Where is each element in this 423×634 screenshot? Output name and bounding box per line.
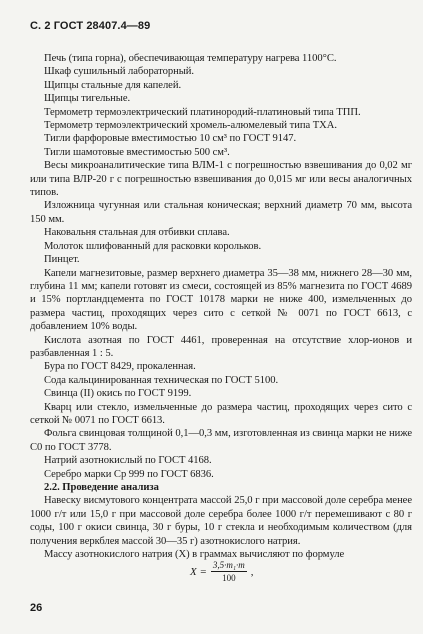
page-number: 26 [30,602,43,614]
paragraph: Тигли шамотовые вместимостью 500 см³. [44,146,230,158]
paragraph: Сода кальцинированная техническая по ГОСТ 5100. [44,374,279,386]
page-header: С. 2 ГОСТ 28407.4—89 [30,20,151,32]
formula [190,560,254,583]
body-text [30,52,412,561]
paragraph: Массу азотнокислого натрия (X) в граммах вычисляют по формуле [44,549,345,561]
paragraph: Печь (типа горна), обеспечивающая температуру нагрева 1100°С. [44,53,337,64]
paragraph: Пинцет. [44,254,80,266]
paragraph: Серебро марки Ср 999 по ГОСТ 6836. [44,468,214,480]
paragraph: Навеску висмутового концентрата массой 25,0 г при массовой доле серебра менее 1000 г/т или 15,0 г при массовой доле серебра более 1000 г/т перемешивают с 80 г соды, 100 г окиси свинца, 30 г буры, 10 г стекла и необходимым количеством (для получения веркблея массой 30—35 г) азотнокислого натрия. [30,495,412,547]
paragraph: Фольга свинцовая толщиной 0,1—0,3 мм, изготовленная из свинца марки не ниже С0 по ГОСТ 3778. [30,428,412,453]
formula-fraction [211,560,247,583]
paragraph: Кислота азотная по ГОСТ 4461, проверенная на отсутствие хлор-ионов и разбавленная 1 : 5. [30,334,412,359]
paragraph: Щипцы стальные для капелей. [44,79,182,91]
paragraph: Изложница чугунная или стальная коническая; верхний диаметр 70 мм, высота 150 мм. [30,200,412,225]
paragraph: Тигли фарфоровые вместимостью 10 см³ по ГОСТ 9147. [44,133,297,145]
formula-denominator: 100 [222,573,236,583]
paragraph: Бура по ГОСТ 8429, прокаленная. [44,361,196,373]
formula-numerator: 3,5·m₁·m [212,560,245,570]
paragraph: Шкаф сушильный лабораторный. [44,66,194,78]
paragraph: Кварц или стекло, измельченные до размера частиц, проходящих через сито с сеткой № 0071 по ГОСТ 6613. [30,401,412,426]
paragraph: Весы микроаналитические типа ВЛМ-1 с погрешностью взвешивания до 0,02 мг или типа ВЛР-20 г с погрешностью взвешивания до 0,015 мг или весы аналогичных типов. [30,160,412,199]
paragraph: Свинца (II) окись по ГОСТ 9199. [44,388,192,400]
paragraph: Наковальня стальная для отбивки сплава. [44,227,230,239]
section-heading: 2.2. Проведение анализа [44,482,159,493]
paragraph: Молоток шлифованный для расковки корольков. [44,240,262,252]
formula-lhs: X = [190,565,207,578]
paragraph: Термометр термоэлектрический хромель-алюмелевый типа ТХА. [44,120,337,132]
formula-tail: , [250,565,254,578]
paragraph: Натрий азотнокислый по ГОСТ 4168. [44,455,212,467]
paragraph: Щипцы тигельные. [44,93,131,105]
paragraph: Термометр термоэлектрический платинородий-платиновый типа ТПП. [44,106,361,118]
paragraph: Капели магнезитовые, размер верхнего диаметра 35—38 мм, нижнего 28—30 мм, глубина 11 мм; капели готовят из смеси, состоящей из 85% магнезита по ГОСТ 4689 и 15% портландцемента по ГОСТ 10178 марки не ниже 400, измельченных до размера частиц, проходящих через сито с сеткой № 0071 по ГОСТ 6613, с добавлением 10% воды. [30,267,412,333]
